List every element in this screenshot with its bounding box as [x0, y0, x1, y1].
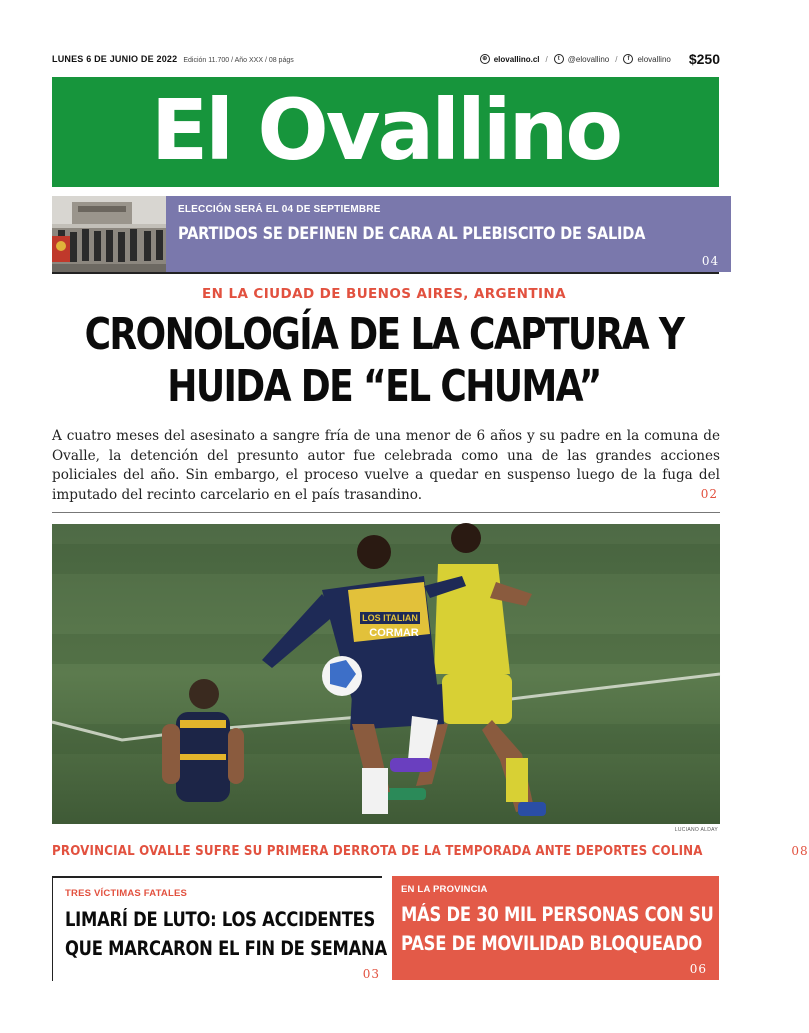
- teaser-page-number: 04: [701, 254, 720, 268]
- sports-headline[interactable]: PROVINCIAL OVALLE SUFRE SU PRIMERA DERROTA DE LA TEMPORADA ANTE DEPORTES COLINA: [52, 843, 703, 859]
- separator: /: [545, 54, 548, 64]
- card-headline-line-1[interactable]: LIMARÍ DE LUTO: LOS ACCIDENTES: [65, 908, 376, 931]
- social-links: [480, 51, 720, 67]
- lead-headline[interactable]: [0, 309, 768, 413]
- masthead: [52, 77, 719, 187]
- card-headline-line-1[interactable]: MÁS DE 30 MIL PERSONAS CON SU: [401, 903, 714, 926]
- top-teaser[interactable]: [52, 196, 719, 274]
- card-page-number: 03: [362, 967, 380, 981]
- card-kicker: EN LA PROVINCIA: [401, 884, 488, 895]
- price: $250: [688, 51, 720, 67]
- lead-headline-line-1: CRONOLOGÍA DE LA CAPTURA Y: [84, 309, 684, 360]
- jersey-sponsor-1: LOS ITALIAN: [362, 613, 418, 623]
- website-link[interactable]: elovallino.cl: [493, 54, 540, 64]
- edition-info: [52, 54, 294, 64]
- teaser-kicker: ELECCIÓN SERÁ EL 04 DE SEPTIEMBRE: [178, 204, 381, 215]
- facebook-icon: f: [623, 54, 633, 64]
- sports-page-number: 08: [791, 844, 809, 858]
- photo-credit: LUCIANO ALDAY: [674, 827, 718, 833]
- football: [322, 656, 362, 696]
- card-headline-line-2[interactable]: QUE MARCARON EL FIN DE SEMANA: [65, 937, 387, 960]
- sports-photo: [52, 524, 720, 824]
- card-headline-line-2[interactable]: PASE DE MOVILIDAD BLOQUEADO: [401, 932, 703, 955]
- top-info-bar: [52, 50, 720, 68]
- issue-date: LUNES 6 DE JUNIO DE 2022: [52, 54, 178, 64]
- newspaper-logo: El Ovallino: [150, 81, 621, 179]
- card-page-number: 06: [689, 962, 707, 976]
- card-kicker: TRES VÍCTIMAS FATALES: [65, 888, 188, 899]
- lead-page-number: 02: [700, 487, 718, 501]
- edition-details: Edición 11.700 / Año XXX / 08 págs: [183, 57, 294, 64]
- teaser-text: [166, 196, 731, 272]
- story-card-mobility-pass[interactable]: [392, 876, 719, 980]
- sports-story[interactable]: [52, 843, 809, 859]
- facebook-link[interactable]: elovallino: [637, 54, 671, 64]
- divider: [52, 512, 720, 513]
- lead-body: A cuatro meses del asesinato a sangre fría de una menor de 6 años y su padre en la comuna de Ovalle, la detención del presunto autor fue celebrada como una de las grandes acciones policiales del año. Sin embargo, el proceso vuelve a quedar en suspenso luego de la fuga del imputado del recinto carcelario en el país trasandino.: [52, 428, 720, 503]
- lead-kicker: EN LA CIUDAD DE BUENOS AIRES, ARGENTINA: [202, 286, 566, 302]
- twitter-icon: t: [554, 54, 564, 64]
- story-card-accidents[interactable]: [52, 876, 387, 981]
- jersey-sponsor-2: CORMAR: [369, 627, 419, 639]
- lead-headline-line-2: HUIDA DE “EL CHUMA”: [167, 361, 601, 412]
- teaser-photo: [52, 196, 166, 272]
- teaser-headline[interactable]: PARTIDOS SE DEFINEN DE CARA AL PLEBISCITO DE SALIDA: [178, 224, 646, 244]
- twitter-link[interactable]: @elovallino: [567, 54, 610, 64]
- separator: /: [615, 54, 618, 64]
- web-icon: ⊕: [480, 54, 490, 64]
